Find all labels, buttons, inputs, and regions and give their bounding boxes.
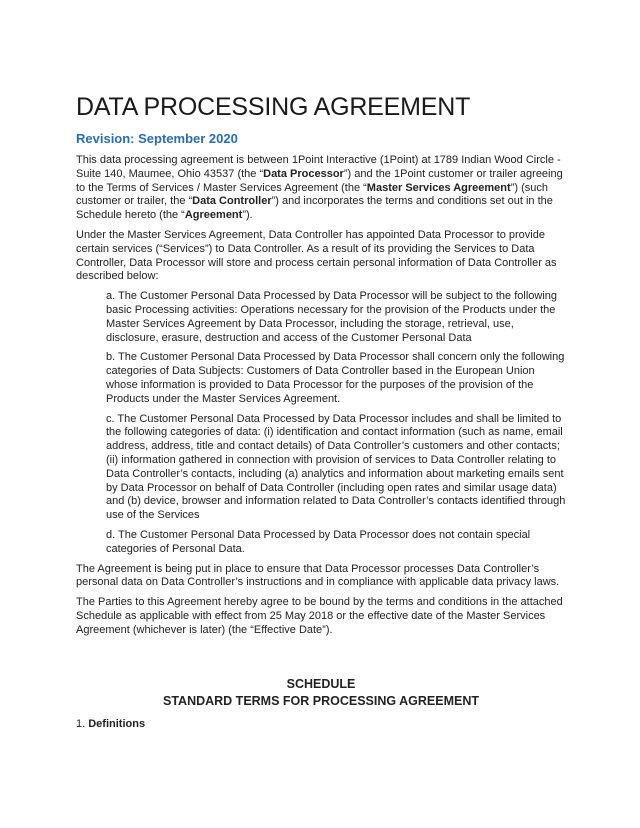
intro-text-1: This data processing agreement is between 1Point Interactive (1Point) at 1789 Indian Wood Circle - Suite 140, Maumee, Ohio 43537 (the “ [76, 154, 561, 180]
term-data-processor: Data Processor [263, 167, 344, 180]
intro-text-4: ”) and incorporates the terms and conditions set out in the Schedule hereto (the “ [76, 195, 553, 222]
list-item-a: a. The Customer Personal Data Processed by Data Processor will be subject to the following basic Processing activities: Operations necessary for the provision of the Products under the Master Services Agreement by Data Processor, including the storage, retrieval, use, disclosure, erasure, destruction and access of the Customer Personal Data [106, 290, 558, 344]
document-title: DATA PROCESSING AGREEMENT [76, 93, 471, 121]
intro-text-3: ”) (such customer or trailer, the “ [76, 181, 548, 208]
intro-text-5: ”). [242, 209, 253, 222]
effective-date-paragraph: The Parties to this Agreement hereby agree to be bound by the terms and conditions in the attached Schedule as applicable with effect from 25 May 2018 or the effective date of the Master Services Agreement (whichever is later) (the “Effective Date”). [76, 596, 563, 636]
intro-paragraph [76, 154, 566, 223]
revision-date: Revision: September 2020 [76, 131, 238, 146]
purpose-paragraph: The Agreement is being put in place to ensure that Data Processor processes Data Controller’s personal data on Data Controller’s instructions and in compliance with applicable data privacy laws. [76, 562, 560, 589]
term-agreement: Agreement [184, 209, 243, 222]
schedule-heading: SCHEDULE [286, 677, 356, 691]
definitions-heading [76, 717, 145, 731]
document-body [76, 154, 566, 644]
list-item-d: d. The Customer Personal Data Processed by Data Processor does not contain special categories of Personal Data. [106, 528, 531, 555]
intro-text-2: ”) and the 1Point customer or trailer agreeing to the Terms of Services / Master Services Agreement (the “ [76, 167, 563, 194]
definitions-number: 1. [76, 718, 89, 730]
list-item-b: b. The Customer Personal Data Processed by Data Processor shall concern only the following categories of Data Subjects: Customers of Data Controller based in the European Union whose information is provided to Data Processor for the purposes of the provision of the Products under the Master Services Agreement. [106, 351, 565, 405]
term-data-controller: Data Controller [192, 195, 272, 208]
term-master-services-agreement: Master Services Agreement [366, 181, 511, 194]
schedule-header [76, 676, 566, 710]
definitions-label: Definitions [88, 718, 146, 730]
schedule-subheading: STANDARD TERMS FOR PROCESSING AGREEMENT [163, 694, 479, 708]
list-item-c: c. The Customer Personal Data Processed by Data Processor includes and shall be limited to the following categories of data: (i) identification and contact information (such as name, email address, address, title and contact details) of Data Controller’s customers and other contacts; (ii) information gathered in connection with provision of services to Data Controller relating to Data Controller’s contacts, including (a) analytics and information about marketing emails sent by Data Processor on behalf of Data Controller (including open rates and similar usage data) and (b) device, browser and information related to Data Controller’s contacts identified through use of the Services [106, 412, 566, 522]
services-paragraph: Under the Master Services Agreement, Data Controller has appointed Data Processor to provide certain services (“Services”) to Data Controller. As a result of its providing the Services to Data Controller, Data Processor will store and process certain personal information of Data Controller as described below: [76, 228, 557, 283]
